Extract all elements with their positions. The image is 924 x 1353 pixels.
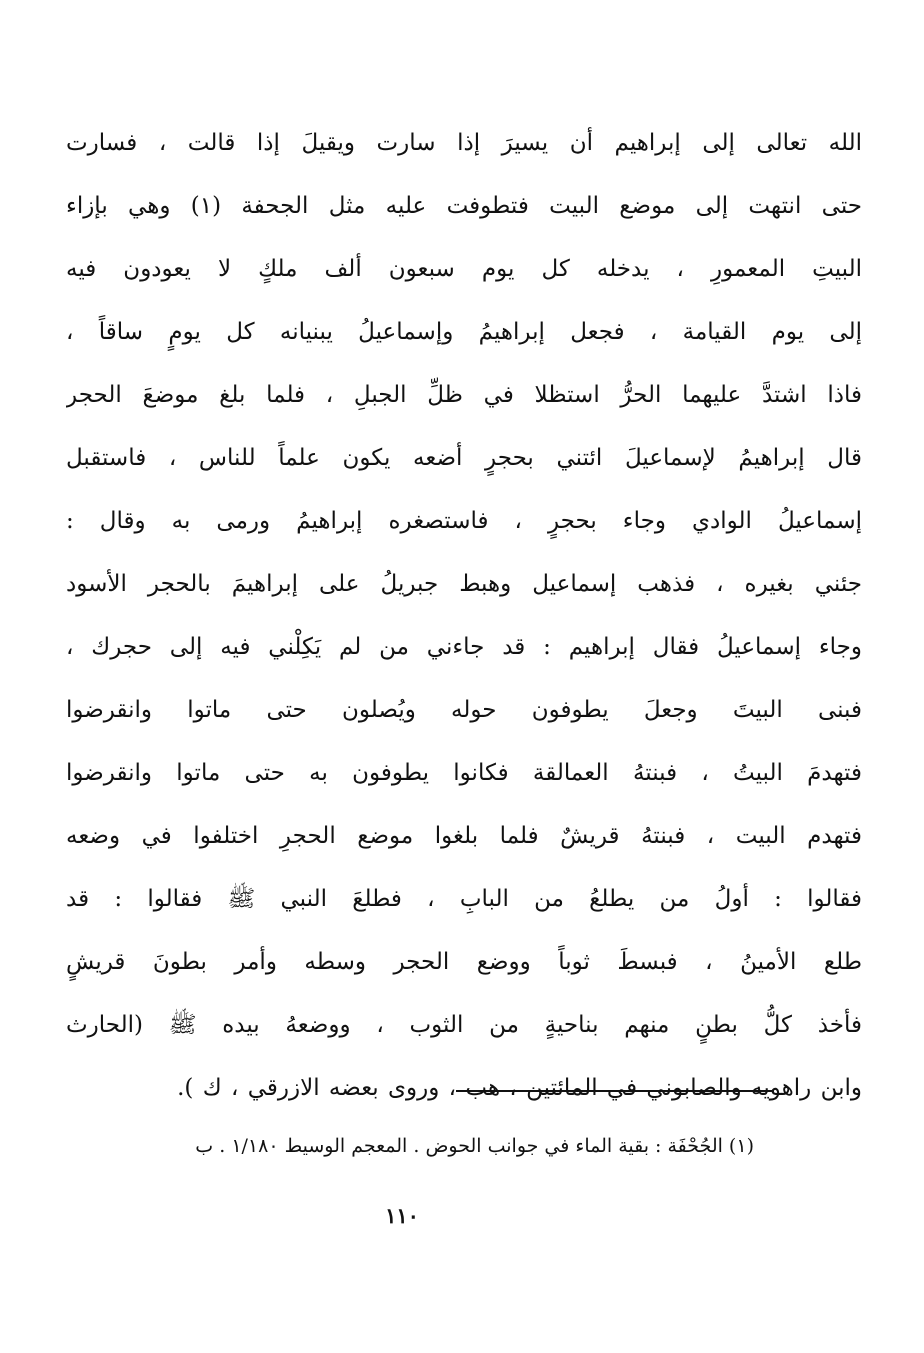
body-text <box>66 112 862 1120</box>
text-line: فقالوا : أولُ من يطلعُ من البابِ ، فطلعَ النبي ﷺ فقالوا : قد <box>66 886 862 912</box>
text-line: فتهدمَ البيتُ ، فبنتهُ العمالقة فكانوا يطوفون به حتى ماتوا وانقرضوا <box>66 760 862 786</box>
footnote-separator <box>456 1090 774 1092</box>
footnote: (١) الجُحْفَة : بقية الماء في جوانب الحوض . المعجم الوسيط ١/١٨٠ . ب <box>195 1135 754 1157</box>
text-line: إلى يوم القيامة ، فجعل إبراهيمُ وإسماعيلُ يبنيانه كل يومٍ ساقاً ، <box>66 319 862 345</box>
text-line: البيتِ المعمورِ ، يدخله كل يوم سبعون ألف ملكٍ لا يعودون فيه <box>66 256 862 282</box>
text-line: وابن راهويه والصابوني في المائتين ، هب ، وروى بعضه الازرقي ، ك ). <box>177 1075 862 1101</box>
text-line: وجاء إسماعيلُ فقال إبراهيم : قد جاءني من لم يَكِلْني فيه إلى حجرك ، <box>66 634 862 660</box>
text-line: طلع الأمينُ ، فبسطَ ثوباً ووضع الحجر وسطه وأمر بطونَ قريشٍ <box>66 949 862 975</box>
text-line: فبنى البيتَ وجعلَ يطوفون حوله ويُصلون حتى ماتوا وانقرضوا <box>66 697 862 723</box>
text-line: فاذا اشتدَّ عليهما الحرُّ استظلا في ظلِّ الجبلِ ، فلما بلغ موضعَ الحجر <box>66 382 862 408</box>
text-line: إسماعيلُ الوادي وجاء بحجرٍ ، فاستصغره إبراهيمُ ورمى به وقال : <box>66 508 862 534</box>
text-line: حتى انتهت إلى موضع البيت فتطوفت عليه مثل الجحفة (١) وهي بإزاء <box>66 193 862 219</box>
text-line: الله تعالى إلى إبراهيم أن يسيرَ إذا سارت ويقيلَ إذا قالت ، فسارت <box>66 130 862 156</box>
page-number: ١١٠ <box>385 1203 419 1228</box>
text-line: فأخذ كلُّ بطنٍ منهم بناحيةٍ من الثوب ، ووضعهُ بيده ﷺ (الحارث <box>66 1012 862 1038</box>
text-line: جئني بغيره ، فذهب إسماعيل وهبط جبريلُ على إبراهيمَ بالحجر الأسود <box>66 571 862 597</box>
text-line: فتهدم البيت ، فبنتهُ قريشٌ فلما بلغوا موضع الحجرِ اختلفوا في وضعه <box>66 823 862 849</box>
text-line: قال إبراهيمُ لإسماعيلَ ائتني بحجرٍ أضعه يكون علماً للناس ، فاستقبل <box>66 445 862 471</box>
